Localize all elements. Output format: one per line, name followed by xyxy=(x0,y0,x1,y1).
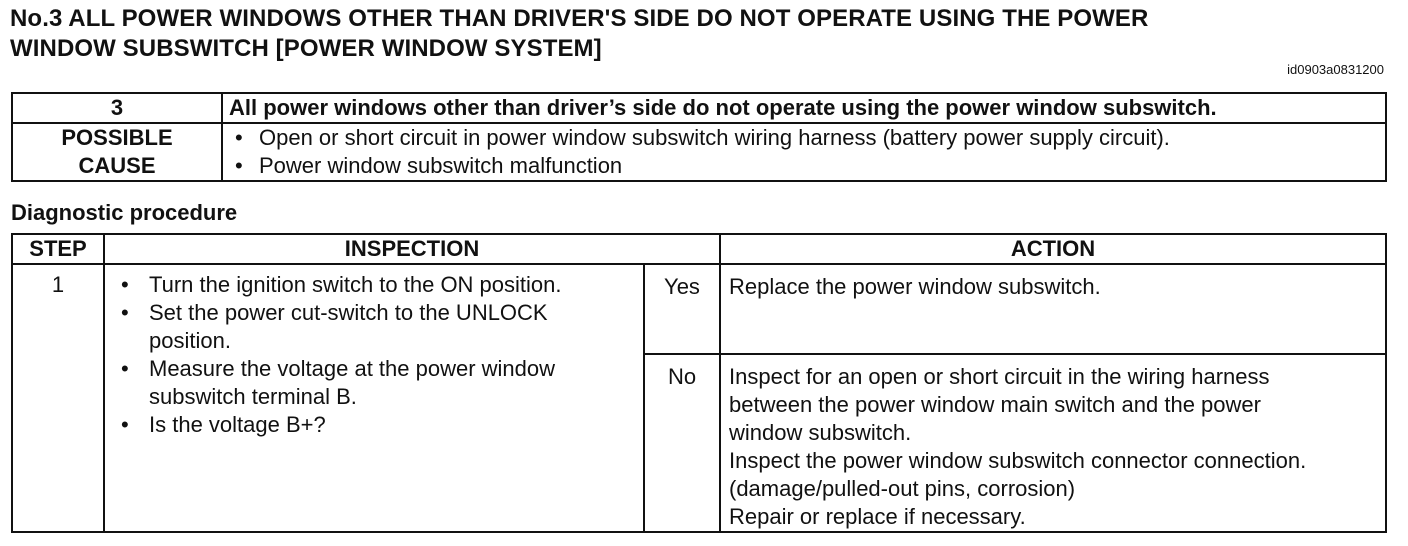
step-row-yes xyxy=(12,264,1386,354)
title-line-2: WINDOW SUBSWITCH [POWER WINDOW SYSTEM] xyxy=(10,35,602,62)
cause-item: • Open or short circuit in power window subswitch wiring harness (battery power supply circuit). xyxy=(231,124,1385,152)
title-line-1: No.3 ALL POWER WINDOWS OTHER THAN DRIVER'S SIDE DO NOT OPERATE USING THE POWER xyxy=(10,5,1149,32)
inspection-item-text: position. xyxy=(149,328,231,353)
diagnostic-table xyxy=(11,233,1387,533)
symptom-summary-table xyxy=(11,92,1387,182)
page-title xyxy=(10,4,1390,64)
possible-cause-list-cell xyxy=(222,123,1386,181)
possible-cause-list xyxy=(223,124,1385,180)
possible-cause-label-line-1: POSSIBLE xyxy=(61,125,173,150)
yes-action: Replace the power window subswitch. xyxy=(720,264,1386,354)
step-number: 1 xyxy=(12,264,104,532)
action-header: ACTION xyxy=(720,234,1386,264)
symptom-row xyxy=(12,93,1386,123)
inspection-item xyxy=(115,271,643,299)
inspection-item xyxy=(115,355,643,411)
inspection-cell xyxy=(104,264,644,532)
document-id: id0903a0831200 xyxy=(1287,62,1384,77)
step-header: STEP xyxy=(12,234,104,264)
no-action xyxy=(720,354,1386,532)
possible-cause-label xyxy=(12,123,222,181)
inspection-header: INSPECTION xyxy=(104,234,720,264)
inspection-item xyxy=(115,299,643,355)
inspection-item-text: • Turn the ignition switch to the ON position. xyxy=(149,272,562,297)
inspection-item-text: • Set the power cut-switch to the UNLOCK xyxy=(149,300,548,325)
no-action-line: Repair or replace if necessary. xyxy=(729,504,1026,529)
inspection-item-text: subswitch terminal B. xyxy=(149,384,357,409)
no-action-line: (damage/pulled-out pins, corrosion) xyxy=(729,476,1076,501)
no-action-line: between the power window main switch and the power xyxy=(729,392,1261,417)
possible-cause-row xyxy=(12,123,1386,181)
inspection-item-text: • Is the voltage B+? xyxy=(149,412,326,437)
cause-item: • Power window subswitch malfunction xyxy=(231,152,1385,180)
possible-cause-label-line-2: CAUSE xyxy=(78,153,156,178)
no-label: No xyxy=(644,354,720,532)
no-action-line: window subswitch. xyxy=(729,420,912,445)
symptom-description: All power windows other than driver’s side do not operate using the power window subswitch. xyxy=(222,93,1386,123)
no-action-line: Inspect for an open or short circuit in the wiring harness xyxy=(729,364,1270,389)
diagnostic-procedure-heading: Diagnostic procedure xyxy=(11,200,238,225)
symptom-number: 3 xyxy=(12,93,222,123)
inspection-item xyxy=(115,411,643,439)
diagnostic-header-row xyxy=(12,234,1386,264)
yes-label: Yes xyxy=(644,264,720,354)
no-action-line: Inspect the power window subswitch connector connection. xyxy=(729,448,1307,473)
inspection-item-text: • Measure the voltage at the power window xyxy=(149,356,556,381)
inspection-list xyxy=(105,265,643,439)
